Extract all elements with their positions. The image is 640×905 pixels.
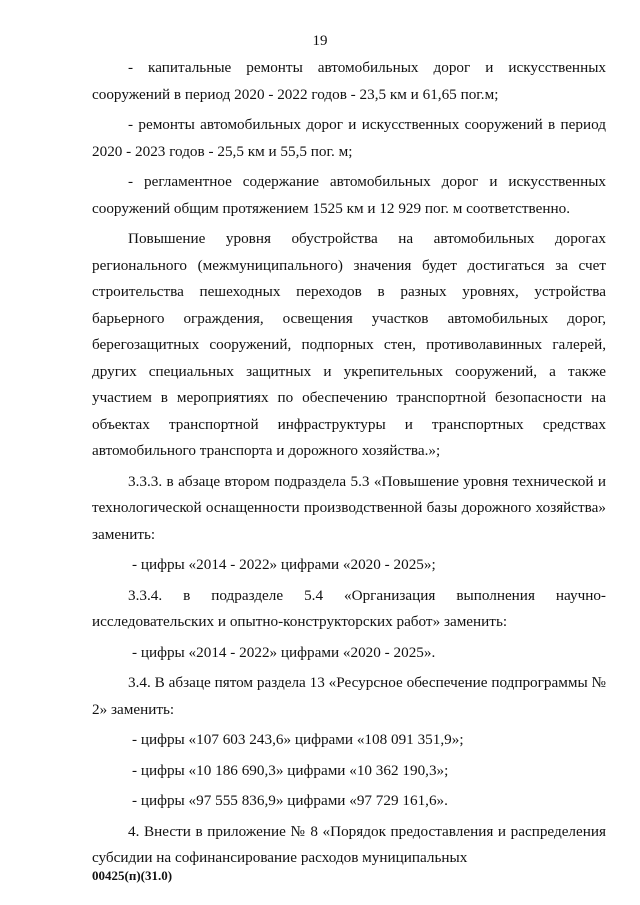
list-item-repairs: - ремонты автомобильных дорог и искусственных сооружений в период 2020 - 2023 годов - 25,5 км и 55,5 пог. м; <box>92 116 606 160</box>
list-item-replace-years-2: - цифры «2014 - 2022» цифрами «2020 - 2025». <box>132 643 436 661</box>
paragraph-4: 4. Внести в приложение № 8 «Порядок предоставления и распределения субсидии на софинансирование расходов муниципальных <box>92 822 606 866</box>
list-item-maintenance: - регламентное содержание автомобильных дорог и искусственных сооружений общим протяжением 1525 км и 12 929 пог. м соответственно. <box>92 173 606 217</box>
paragraph-3-3-3: 3.3.3. в абзаце втором подраздела 5.3 «Повышение уровня технической и технологической оснащенности производственной базы дорожного хозяйства» заменить: <box>92 472 606 543</box>
page-number: 19 <box>312 33 328 49</box>
list-item-replace-figure-2: - цифры «10 186 690,3» цифрами «10 362 190,3»; <box>132 761 449 779</box>
list-item-replace-years-1: - цифры «2014 - 2022» цифрами «2020 - 2025»; <box>132 556 436 573</box>
list-item-replace-figure-1: - цифры «107 603 243,6» цифрами «108 091 351,9»; <box>132 731 464 748</box>
footer-document-code: 00425(п)(31.0) <box>92 868 173 883</box>
paragraph-road-improvement: Повышение уровня обустройства на автомобильных дорогах регионального (межмуниципального) значения будет достигаться за счет строительства пешеходных переходов в разных уровнях, устройства барьерного ограждения, освещения участков автомобильных дорог, берегозащитных сооружений, подпорных стен, противолавинных галерей, других специальных защитных и укрепительных сооружений, а также участием в мероприятиях по обеспечению транспортной безопасности на объектах транспортной инфраструктуры и транспортных средствах автомобильного транспорта и дорожного хозяйства.»; <box>92 230 606 459</box>
list-item-replace-figure-3: - цифры «97 555 836,9» цифрами «97 729 161,6». <box>132 792 448 809</box>
document-body <box>92 55 606 876</box>
paragraph-3-4: 3.4. В абзаце пятом раздела 13 «Ресурсное обеспечение подпрограммы № 2» заменить: <box>92 674 606 718</box>
paragraph-3-3-4: 3.3.4. в подразделе 5.4 «Организация выполнения научно-исследовательских и опытно-конструкторских работ» заменить: <box>92 586 606 630</box>
list-item-capital-repairs: - капитальные ремонты автомобильных дорог и искусственных сооружений в период 2020 - 2022 годов - 23,5 км и 61,65 пог.м; <box>92 59 606 103</box>
